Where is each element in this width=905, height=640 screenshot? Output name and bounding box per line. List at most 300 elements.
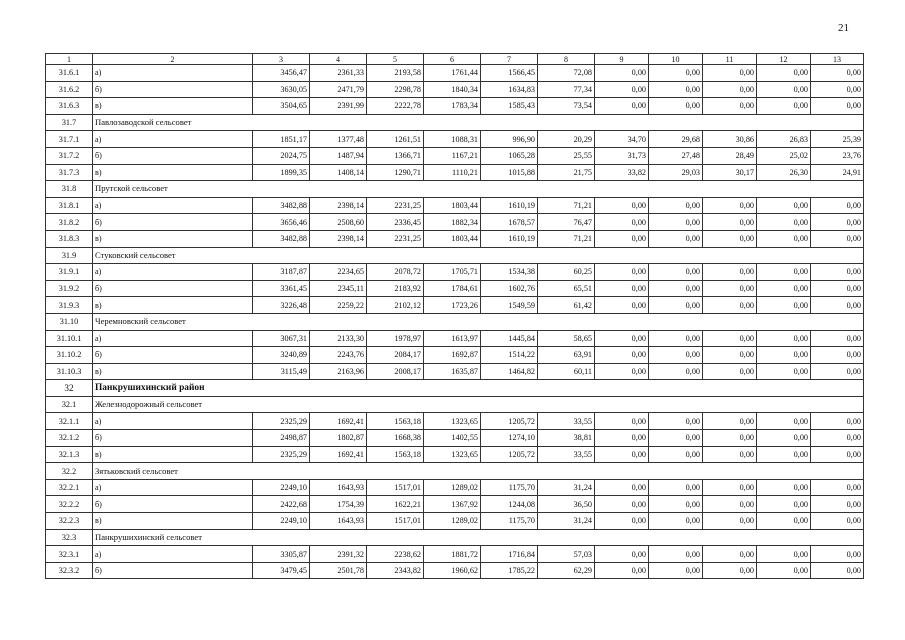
row-code: 32.2.2 [46,496,93,513]
value-cell: 1402,55 [424,430,481,447]
value-cell: 0,00 [811,65,864,82]
section-name: Павлозаводской сельсовет [93,114,864,131]
value-cell: 2325,29 [253,413,310,430]
value-cell: 1289,02 [424,479,481,496]
value-cell: 0,00 [595,264,649,281]
value-cell: 1323,65 [424,413,481,430]
value-cell: 61,42 [538,297,595,314]
value-cell: 0,00 [703,330,757,347]
value-cell: 0,00 [811,230,864,247]
value-cell: 2084,17 [367,347,424,364]
value-cell: 0,00 [811,264,864,281]
value-cell: 0,00 [703,546,757,563]
value-cell: 1205,72 [481,413,538,430]
value-cell: 2249,10 [253,513,310,530]
column-header: 12 [757,54,811,65]
value-cell: 1851,17 [253,131,310,148]
value-cell: 26,30 [757,164,811,181]
value-cell: 2231,25 [367,230,424,247]
table-row [46,562,864,579]
value-cell: 0,00 [649,264,703,281]
value-cell: 1464,82 [481,363,538,380]
value-cell: 71,21 [538,197,595,214]
section-name: Железнодорожный сельсовет [93,396,864,413]
row-label: в) [93,98,253,115]
value-cell: 1445,84 [481,330,538,347]
row-code: 31.8.1 [46,197,93,214]
value-cell: 1549,59 [481,297,538,314]
value-cell: 2231,25 [367,197,424,214]
value-cell: 0,00 [757,280,811,297]
row-code: 31.9.2 [46,280,93,297]
value-cell: 0,00 [811,330,864,347]
value-cell: 1261,51 [367,131,424,148]
value-cell: 0,00 [595,479,649,496]
value-cell: 30,86 [703,131,757,148]
value-cell: 20,29 [538,131,595,148]
value-cell: 24,91 [811,164,864,181]
table-row [46,65,864,82]
row-code: 31.7.3 [46,164,93,181]
value-cell: 2498,87 [253,430,310,447]
section-name: Зятьковский сельсовет [93,463,864,480]
column-header: 1 [46,54,93,65]
value-cell: 1175,70 [481,513,538,530]
value-cell: 0,00 [811,197,864,214]
row-code: 31.10.2 [46,347,93,364]
value-cell: 1015,88 [481,164,538,181]
value-cell: 0,00 [703,264,757,281]
value-cell: 1205,72 [481,446,538,463]
value-cell: 1602,76 [481,280,538,297]
row-code: 32.1.1 [46,413,93,430]
value-cell: 0,00 [703,479,757,496]
table-row [46,214,864,231]
value-cell: 1563,18 [367,446,424,463]
row-label: а) [93,413,253,430]
row-code: 31.8.2 [46,214,93,231]
value-cell: 0,00 [649,280,703,297]
value-cell: 1705,71 [424,264,481,281]
value-cell: 0,00 [757,98,811,115]
value-cell: 3226,48 [253,297,310,314]
value-cell: 0,00 [811,546,864,563]
value-cell: 1610,19 [481,230,538,247]
section-name: Панкрушихинский сельсовет [93,529,864,546]
row-label: а) [93,264,253,281]
value-cell: 2501,78 [310,562,367,579]
value-cell: 3504,65 [253,98,310,115]
row-code: 32.1.3 [46,446,93,463]
value-cell: 2238,62 [367,546,424,563]
table-row [46,513,864,530]
row-code: 31.7 [46,114,93,131]
section-heading-row [46,313,864,330]
value-cell: 0,00 [811,363,864,380]
column-header-row [46,54,864,65]
value-cell: 0,00 [703,513,757,530]
value-cell: 1784,61 [424,280,481,297]
value-cell: 77,34 [538,81,595,98]
value-cell: 0,00 [811,430,864,447]
row-code: 31.7.1 [46,131,93,148]
value-cell: 36,50 [538,496,595,513]
section-name: Черемновский сельсовет [93,313,864,330]
value-cell: 0,00 [649,546,703,563]
value-cell: 1785,22 [481,562,538,579]
value-cell: 29,68 [649,131,703,148]
value-cell: 72,08 [538,65,595,82]
section-name: Стуковский сельсовет [93,247,864,264]
value-cell: 2398,14 [310,197,367,214]
value-cell: 0,00 [595,197,649,214]
row-label: в) [93,164,253,181]
value-cell: 0,00 [811,347,864,364]
table-row [46,147,864,164]
value-cell: 2008,17 [367,363,424,380]
row-label: в) [93,297,253,314]
value-cell: 2391,32 [310,546,367,563]
value-cell: 1367,92 [424,496,481,513]
value-cell: 0,00 [757,546,811,563]
value-cell: 0,00 [649,363,703,380]
value-cell: 0,00 [595,280,649,297]
value-cell: 2234,65 [310,264,367,281]
value-cell: 65,51 [538,280,595,297]
value-cell: 0,00 [757,197,811,214]
value-cell: 2325,29 [253,446,310,463]
row-code: 31.10.3 [46,363,93,380]
value-cell: 0,00 [649,496,703,513]
row-code: 31.7.2 [46,147,93,164]
value-cell: 30,17 [703,164,757,181]
value-cell: 2243,76 [310,347,367,364]
table-row [46,479,864,496]
value-cell: 2343,82 [367,562,424,579]
value-cell: 25,39 [811,131,864,148]
row-code: 32.1 [46,396,93,413]
row-label: б) [93,214,253,231]
value-cell: 1622,21 [367,496,424,513]
table-row [46,297,864,314]
row-code: 32.3.1 [46,546,93,563]
value-cell: 0,00 [595,65,649,82]
value-cell: 1065,28 [481,147,538,164]
value-cell: 0,00 [757,562,811,579]
value-cell: 1566,45 [481,65,538,82]
value-cell: 0,00 [703,363,757,380]
value-cell: 0,00 [649,330,703,347]
row-code: 32.2.3 [46,513,93,530]
value-cell: 0,00 [811,496,864,513]
value-cell: 29,03 [649,164,703,181]
value-cell: 3482,88 [253,197,310,214]
table-body [46,54,864,579]
value-cell: 3479,45 [253,562,310,579]
value-cell: 1678,57 [481,214,538,231]
value-cell: 23,76 [811,147,864,164]
value-cell: 1668,38 [367,430,424,447]
row-label: а) [93,479,253,496]
column-header: 2 [93,54,253,65]
value-cell: 0,00 [595,81,649,98]
value-cell: 71,21 [538,230,595,247]
value-cell: 3456,47 [253,65,310,82]
section-heading-row [46,247,864,264]
column-header: 9 [595,54,649,65]
value-cell: 31,24 [538,479,595,496]
value-cell: 0,00 [649,297,703,314]
value-cell: 0,00 [811,214,864,231]
value-cell: 0,00 [811,81,864,98]
value-cell: 1723,26 [424,297,481,314]
row-label: б) [93,430,253,447]
value-cell: 0,00 [649,513,703,530]
value-cell: 76,47 [538,214,595,231]
row-label: а) [93,65,253,82]
value-cell: 60,25 [538,264,595,281]
value-cell: 31,73 [595,147,649,164]
value-cell: 2133,30 [310,330,367,347]
value-cell: 2222,78 [367,98,424,115]
row-label: б) [93,347,253,364]
value-cell: 0,00 [595,230,649,247]
value-cell: 3482,88 [253,230,310,247]
value-cell: 0,00 [649,413,703,430]
value-cell: 0,00 [595,297,649,314]
tariff-table [45,53,864,579]
value-cell: 0,00 [757,446,811,463]
value-cell: 73,54 [538,98,595,115]
value-cell: 1563,18 [367,413,424,430]
row-code: 32.2 [46,463,93,480]
table-row [46,197,864,214]
column-header: 6 [424,54,481,65]
row-code: 32.3.2 [46,562,93,579]
value-cell: 0,00 [649,230,703,247]
value-cell: 2078,72 [367,264,424,281]
value-cell: 63,91 [538,347,595,364]
section-heading-row [46,529,864,546]
row-label: б) [93,81,253,98]
value-cell: 0,00 [757,81,811,98]
value-cell: 1882,34 [424,214,481,231]
value-cell: 0,00 [595,446,649,463]
value-cell: 0,00 [703,98,757,115]
value-cell: 3240,89 [253,347,310,364]
table-row [46,164,864,181]
value-cell: 0,00 [649,347,703,364]
value-cell: 0,00 [649,562,703,579]
value-cell: 1175,70 [481,479,538,496]
value-cell: 1534,38 [481,264,538,281]
value-cell: 25,02 [757,147,811,164]
table-row [46,496,864,513]
value-cell: 0,00 [811,479,864,496]
value-cell: 0,00 [811,562,864,579]
row-code: 31.9 [46,247,93,264]
value-cell: 1366,71 [367,147,424,164]
value-cell: 57,03 [538,546,595,563]
column-header: 7 [481,54,538,65]
value-cell: 0,00 [649,98,703,115]
value-cell: 996,90 [481,131,538,148]
section-name: Прутской сельсовет [93,181,864,198]
value-cell: 0,00 [757,430,811,447]
row-label: в) [93,230,253,247]
table-row [46,330,864,347]
row-code: 31.6.3 [46,98,93,115]
page-number: 21 [838,22,849,34]
district-heading-row [46,380,864,397]
value-cell: 1274,10 [481,430,538,447]
value-cell: 1899,35 [253,164,310,181]
value-cell: 21,75 [538,164,595,181]
value-cell: 38,81 [538,430,595,447]
value-cell: 2183,92 [367,280,424,297]
value-cell: 0,00 [757,297,811,314]
value-cell: 25,55 [538,147,595,164]
value-cell: 0,00 [757,214,811,231]
row-code: 31.8.3 [46,230,93,247]
value-cell: 0,00 [703,197,757,214]
row-code: 31.9.1 [46,264,93,281]
value-cell: 2471,79 [310,81,367,98]
table-row [46,430,864,447]
value-cell: 0,00 [595,214,649,231]
value-cell: 0,00 [703,496,757,513]
value-cell: 0,00 [703,214,757,231]
value-cell: 1514,22 [481,347,538,364]
value-cell: 2259,22 [310,297,367,314]
value-cell: 0,00 [757,479,811,496]
row-code: 31.6.2 [46,81,93,98]
value-cell: 1692,87 [424,347,481,364]
value-cell: 0,00 [811,446,864,463]
value-cell: 1978,97 [367,330,424,347]
row-code: 31.9.3 [46,297,93,314]
value-cell: 2298,78 [367,81,424,98]
value-cell: 0,00 [703,347,757,364]
value-cell: 2361,33 [310,65,367,82]
row-code: 31.10 [46,313,93,330]
value-cell: 1167,21 [424,147,481,164]
value-cell: 2336,45 [367,214,424,231]
value-cell: 0,00 [757,513,811,530]
column-header: 8 [538,54,595,65]
value-cell: 1244,08 [481,496,538,513]
value-cell: 0,00 [595,562,649,579]
value-cell: 1517,01 [367,513,424,530]
row-label: б) [93,562,253,579]
table-row [46,446,864,463]
value-cell: 0,00 [811,98,864,115]
table-row [46,81,864,98]
value-cell: 3630,05 [253,81,310,98]
value-cell: 60,11 [538,363,595,380]
value-cell: 1803,44 [424,197,481,214]
value-cell: 1960,62 [424,562,481,579]
column-header: 11 [703,54,757,65]
value-cell: 1881,72 [424,546,481,563]
table-row [46,363,864,380]
value-cell: 1635,87 [424,363,481,380]
row-label: а) [93,546,253,563]
table-row [46,280,864,297]
value-cell: 1377,48 [310,131,367,148]
value-cell: 1643,93 [310,513,367,530]
value-cell: 2249,10 [253,479,310,496]
value-cell: 0,00 [703,280,757,297]
value-cell: 0,00 [703,413,757,430]
value-cell: 1643,93 [310,479,367,496]
row-code: 32.1.2 [46,430,93,447]
value-cell: 27,48 [649,147,703,164]
value-cell: 1754,39 [310,496,367,513]
section-heading-row [46,396,864,413]
value-cell: 1289,02 [424,513,481,530]
value-cell: 1692,41 [310,413,367,430]
value-cell: 26,83 [757,131,811,148]
value-cell: 0,00 [595,430,649,447]
value-cell: 0,00 [595,413,649,430]
table-row [46,131,864,148]
value-cell: 1783,34 [424,98,481,115]
value-cell: 0,00 [757,363,811,380]
value-cell: 0,00 [811,513,864,530]
value-cell: 0,00 [649,430,703,447]
value-cell: 3115,49 [253,363,310,380]
value-cell: 2102,12 [367,297,424,314]
value-cell: 0,00 [757,330,811,347]
column-header: 10 [649,54,703,65]
value-cell: 62,29 [538,562,595,579]
section-heading-row [46,463,864,480]
value-cell: 0,00 [595,98,649,115]
column-header: 5 [367,54,424,65]
value-cell: 1840,34 [424,81,481,98]
value-cell: 0,00 [811,297,864,314]
value-cell: 2024,75 [253,147,310,164]
value-cell: 33,82 [595,164,649,181]
value-cell: 0,00 [703,81,757,98]
row-label: а) [93,131,253,148]
column-header: 4 [310,54,367,65]
value-cell: 0,00 [595,347,649,364]
row-code: 31.6.1 [46,65,93,82]
district-name: Панкрушихинский район [93,380,864,397]
row-code: 32 [46,380,93,397]
value-cell: 1408,14 [310,164,367,181]
value-cell: 2345,11 [310,280,367,297]
column-header: 3 [253,54,310,65]
value-cell: 0,00 [757,65,811,82]
row-label: а) [93,330,253,347]
value-cell: 0,00 [595,546,649,563]
value-cell: 3361,45 [253,280,310,297]
value-cell: 1323,65 [424,446,481,463]
value-cell: 1803,44 [424,230,481,247]
value-cell: 0,00 [757,230,811,247]
value-cell: 0,00 [649,197,703,214]
value-cell: 2508,60 [310,214,367,231]
value-cell: 0,00 [757,413,811,430]
value-cell: 1290,71 [367,164,424,181]
value-cell: 33,55 [538,446,595,463]
value-cell: 0,00 [757,347,811,364]
row-code: 31.8 [46,181,93,198]
row-code: 32.2.1 [46,479,93,496]
